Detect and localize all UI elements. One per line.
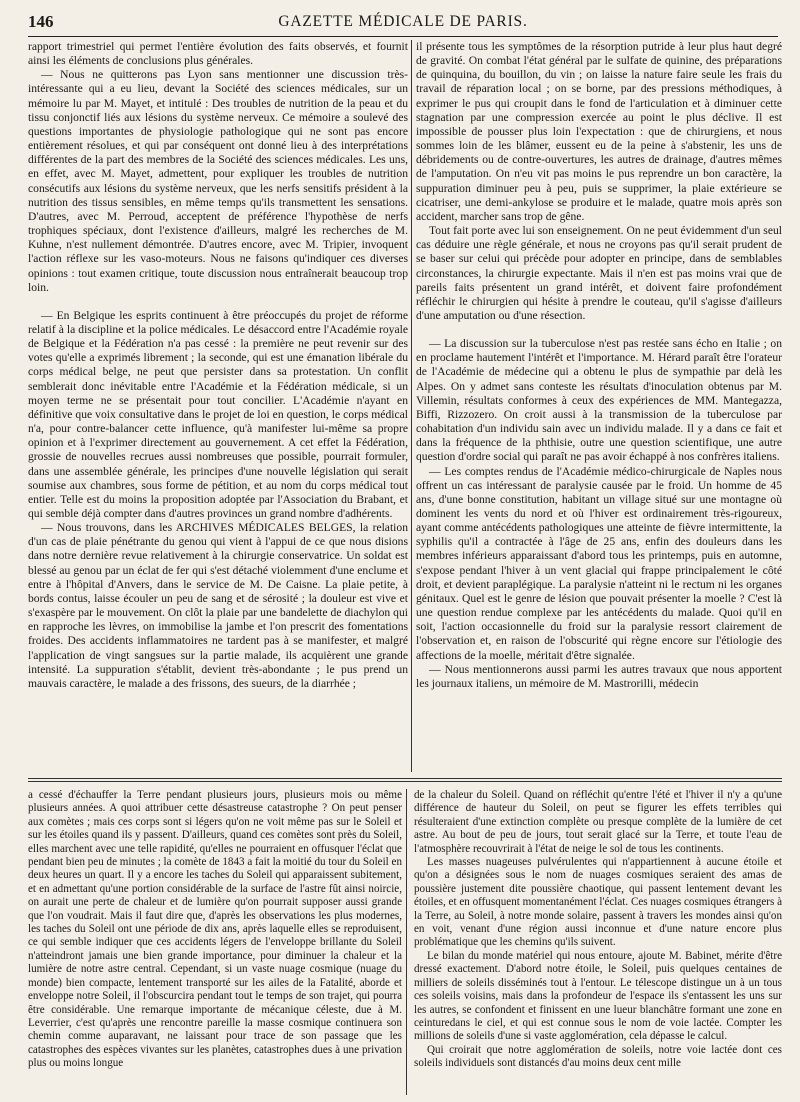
paragraph: Tout fait porte avec lui son enseignement. On ne peut évidemment d'un seul cas déduire une règle générale, et nous ne croyons pas qu'il serait prudent de se baser sur celui qui précède pour adopter en principe, dans de semblables circonstances, la chirurgie expectante. Mais il n'en est pas moins vrai que de pareils faits présentent un grand intérêt, et doivent faire profondément réfléchir le chirurgien qui hésite à prendre le couteau, qu'il s'agisse d'ailleurs d'une amputation ou d'une résection.: [416, 224, 782, 322]
paragraph: de la chaleur du Soleil. Quand on réfléchit qu'entre l'été et l'hiver il n'y a qu'une différence de hauteur du Soleil, on peut se figurer les effets terribles qui résulteraient d'une extinction complète ou presque complète de la lumière de cet astre. Au bout de peu de jours, tout serait glacé sur la Terre, et toute l'eau de l'atmosphère recouvrirait à l'état de neige le sol de tous les continents.: [414, 789, 782, 855]
section-divider: [28, 778, 782, 779]
paragraph: a cessé d'échauffer la Terre pendant plusieurs jours, plusieurs mois ou même plusieurs années. A quoi attribuer cette désastreuse catastrophe ? On peut penser aux comètes ; mais ces corps sont si légers qu'on ne voit même pas sur le Soleil et sur les étoiles quand ils y passent. D'ailleurs, quand ces comètes sont près du Soleil, elles marchent avec une telle rapidité, qu'elles ne pourraient en offusquer l'éclat que pendant bien peu de minutes ; la comète de 1843 a fait la moitié du tour du Soleil en deux heures un quart. Il y a encore les taches du Soleil qui apparaissent subitement, et en admettant qu'une portion considérable de la surface de l'astre fût ainsi noircie, on aurait une perte de chaleur et de lumière qu'on pourrait supposer aussi grande que l'on voudrait. Mais il faut dire que, d'après les observations les plus modernes, les taches du Soleil ont une période de dix ans, après laquelle elles se reproduisent, ce qui semble indiquer que ces accidents légers de l'enveloppe brillante du Soleil n'atteindront jamais une bien grande importance, pour diminuer la chaleur et la lumière de notre astre central. Cependant, si un vaste nuage cosmique (nuage du monde) bien compacte, lentement transporté sur les ailes de la Fatalité, aborde et enveloppe notre Soleil, il l'obscurcira pendant tout le temps de son trajet, qui pourra être considérable. Une remarque importante de mécanique céleste, due à M. Leverrier, c'est qu'après une rencontre pareille la masse cosmique continuera son chemin comme auparavant, ne laissant pour trace de son passage que les catastrophes des espèces vivantes sur les planètes, catastrophes dues à une privation plus ou moins longue: [28, 789, 402, 1070]
paragraph: — En Belgique les esprits continuent à être préoccupés du projet de réforme relatif à la discipline et la police médicales. Le désaccord entre l'Académie royale de Belgique et la Fédération n'a pas cessé : la première ne peut revenir sur des votes qu'elle a exprimés librement ; la seconde, qui est une émanation libérale du corps médical belge, ne peut que persister dans sa protestation. Un conflit semblerait donc inévitable entre l'Académie et la Fédération médicale, si un moyen terme ne se présentait pour tout concilier. L'Académie n'ayant en définitive que voix consultative dans le projet de loi en question, le corps médical n'a, pour contre-balancer cette influence, qu'à manifester lui-même sa propre opinion et à l'exprimer directement au gouvernement. A cet effet la Fédération, grossie de nouvelles recrues aussi nombreuses que possible, pourrait formuler, dans une assemblée générale, les principes d'une nouvelle législation qui serait soumise aux chambres, sous forme de pétition, et au nom du corps médical tout entier. Telle est du moins la proposition adoptée par l'Association du Brabant, et qui semble déjà compter dans d'autres provinces un grand nombre d'adhérents.: [28, 308, 408, 520]
paragraph: — Nous trouvons, dans les ARCHIVES MÉDICALES BELGES, la relation d'un cas de plaie pénétrante du genou qui vient à l'appui de ce que nous disions dans notre dernière revue relativement à la chirurgie conservatrice. Un soldat est blessé au genou par un éclat de fer qui s'est détaché violemment d'une enclume et entre à l'hôpital d'Anvers, dans le service de M. De Caisne. La plaie petite, à bords contus, laisse écouler un peu de sang et de sérosité ; la douleur est vive et s'exaspère par le mouvement. On clôt la plaie par une bandelette de diachylon qui en rapproche les lèvres, on immobilise la jambe et l'on prescrit des fomentations froides. Des accidents inflammatoires ne tardent pas à se manifester, et malgré l'application de vingt sangsues sur la partie malade, ils acquièrent une grande intensité. La suppuration s'établit, devient très-abondante ; le pus prend un mauvais caractère, le malade a des frissons, des sueurs, de la diarrhée ;: [28, 521, 408, 690]
paragraph: Les masses nuageuses pulvérulentes qui n'appartiennent à aucune étoile et qu'on a désignées sous le nom de nuages cosmiques seraient des amas de poussière justement dite poussière chaotique, qui passent lentement devant les étoiles, et en offusquent momentanément l'éclat. Ces nuages cosmiques étrangers à la Terre, au Soleil, à notre monde solaire, passent à travers les mondes ainsi qu'on en voit, venant d'une région aussi inconnue et d'une nature encore plus problématique que les chemins qu'ils suivent.: [414, 856, 782, 949]
page-header: [28, 10, 778, 37]
paragraph: il présente tous les symptômes de la résorption putride à leur plus haut degré de gravité. On combat l'état général par le sulfate de quinine, des préparations de quinquina, du bouillon, du vin ; on laisse la nature faire seule les frais du travail de réparation local ; on se borne, par des pressions méthodiques, à exprimer le pus qui croupit dans le fond de l'articulation et à diminuer cette stagnation par une compression exercée au point le plus déclive. Il est impossible de pousser plus loin l'expectation : que de chirurgiens, et nous sommes loin de les blâmer, eussent eu de la peine à s'abstenir, les uns de débridements ou de contre-ouvertures, les autres de drainage, d'autres mêmes de l'amputation. On n'eu vit pas moins le pus reprendre un bon caractère, la suppuration diminuer peu à peu, puis se supprimer, la plaie extérieure se cicatriser, une demi-ankylose se produire et le malade, quatre mois après son accident, marcher sans trop de gêne.: [416, 40, 782, 223]
column-divider: [411, 40, 412, 772]
paragraph: — Nous ne quitterons pas Lyon sans mentionner une discussion très-intéressante qui a eu lieu, devant la Société des sciences médicales, sur un mémoire lu par M. Mayet, et intitulé : Des troubles de nutrition de la peau et du tissu conjonctif liés aux lésions du système nerveux. Ce mémoire a soulevé des questions importantes de physiologie pathologique qui ne sont pas encore entièrement résolues, et qui par conséquent ont donné lieu à des interprétations différentes de la part des membres de la Société des sciences médicales. Les uns, en effet, avec M. Mayet, admettent, pour expliquer les troubles de nutrition consécutifs aux lésions du système nerveux, que les nerfs sensitifs président à la nutrition des tissus sensibles, en même temps qu'ils transmettent les sensations. D'autres, avec M. Perroud, acceptent de préférence l'hypothèse de nerfs trophiques spéciaux, dont l'existence d'ailleurs, malgré les recherches de M. Kuhne, n'est nullement démontrée. D'autres encore, avec M. Tripier, invoquent l'action réflexe sur les vaso-moteurs. Nous ne faisons qu'indiquer ces diverses opinions : tout examen critique, toute discussion nous entraînerait beaucoup trop loin.: [28, 68, 408, 294]
paragraph: Le bilan du monde matériel qui nous entoure, ajoute M. Babinet, mérite d'être dressé exactement. D'abord notre étoile, le Soleil, puis quelques centaines de milliers de soleils disséminés tout à l'entour. Le télescope distingue un à un tous ces soleils voisins, mais dans la profondeur de l'espace ils s'entassent les uns sur les autres, se confondent et finissent en une lueur blanchâtre formant une zone en ceinturedans le ciel, et qui est connue sous le nom de voie lactée. Compter les millions de soleils d'une si vaste agglomération, cela dépasse le calcul.: [414, 949, 782, 1043]
paragraph: — Nous mentionnerons aussi parmi les autres travaux que nous apportent les journaux italiens, un mémoire de M. Mastrorilli, médecin: [416, 662, 782, 690]
top-right-column: [416, 40, 782, 775]
paragraph: Qui croirait que notre agglomération de soleils, notre voie lactée dont ces soleils individuels sont distancés d'au moins deux cent mille: [414, 1043, 782, 1070]
journal-title: GAZETTE MÉDICALE DE PARIS.: [278, 13, 528, 30]
paragraph: — Les comptes rendus de l'Académie médico-chirurgicale de Naples nous offrent un cas intéressant de paralysie causée par le froid. Un homme de 45 ans, d'une bonne constitution, habitant un village situé sur une montagne où dominent les vents du nord et où l'hiver est ordinairement très-rigoureux, ayant comme antécédents pathologiques une atteinte de fièvre intermittente, la syphilis qu'il a contractée à l'âge de 25 ans, enfin des douleurs dans les membres inférieurs apparaissant d'abord tous les printemps, puis en automne, s'expose pendant l'hiver à un vent glacial qui frappe principalement le côté droit, et devient paraplégique. La paralysie n'atteint ni le rectum ni les organes génitaux. Quel est le genre de lésion que pouvait présenter la moelle ? C'est là une question rendue complexe par les antécédents du malade. Quoi qu'il en soit, l'action occasionnelle du froid sur la paralysie ressort clairement de l'observation et, en raison de l'obscurité qui règne encore sur l'étiologie des affections de la moelle, méritait d'être signalée.: [416, 464, 782, 662]
page-number: 146: [28, 12, 54, 31]
paragraph: rapport trimestriel qui permet l'entière évolution des faits observés, et fournit ainsi les éléments de conclusions plus générales.: [28, 40, 408, 68]
top-left-column: [28, 40, 408, 775]
section-divider: [28, 781, 782, 782]
paragraph: — La discussion sur la tuberculose n'est pas restée sans écho en Italie ; on en proclame hautement l'intérêt et l'importance. M. Hérard paraît être l'orateur de l'Académie de médecine qui a obtenu le plus de sympathie par delà les Alpes. On y admet sans conteste les résultats d'inoculation obtenus par M. Villemin, résultats conformes à ceux des expériences de MM. Mantegazza, Biffi, Rizzozero. On croit aussi à la transmission de la tuberculose par cohabitation d'un individu sain avec un individu malade. Il y a dans ce fait et dans la fréquence de la phthisie, outre une question scientifique, une autre question d'ordre social qui paraît ne pas avoir échappé à nos confrères italiens.: [416, 337, 782, 464]
feuilleton-left-column: [28, 789, 402, 1099]
column-divider: [406, 789, 407, 1095]
feuilleton-right-column: [414, 789, 782, 1099]
